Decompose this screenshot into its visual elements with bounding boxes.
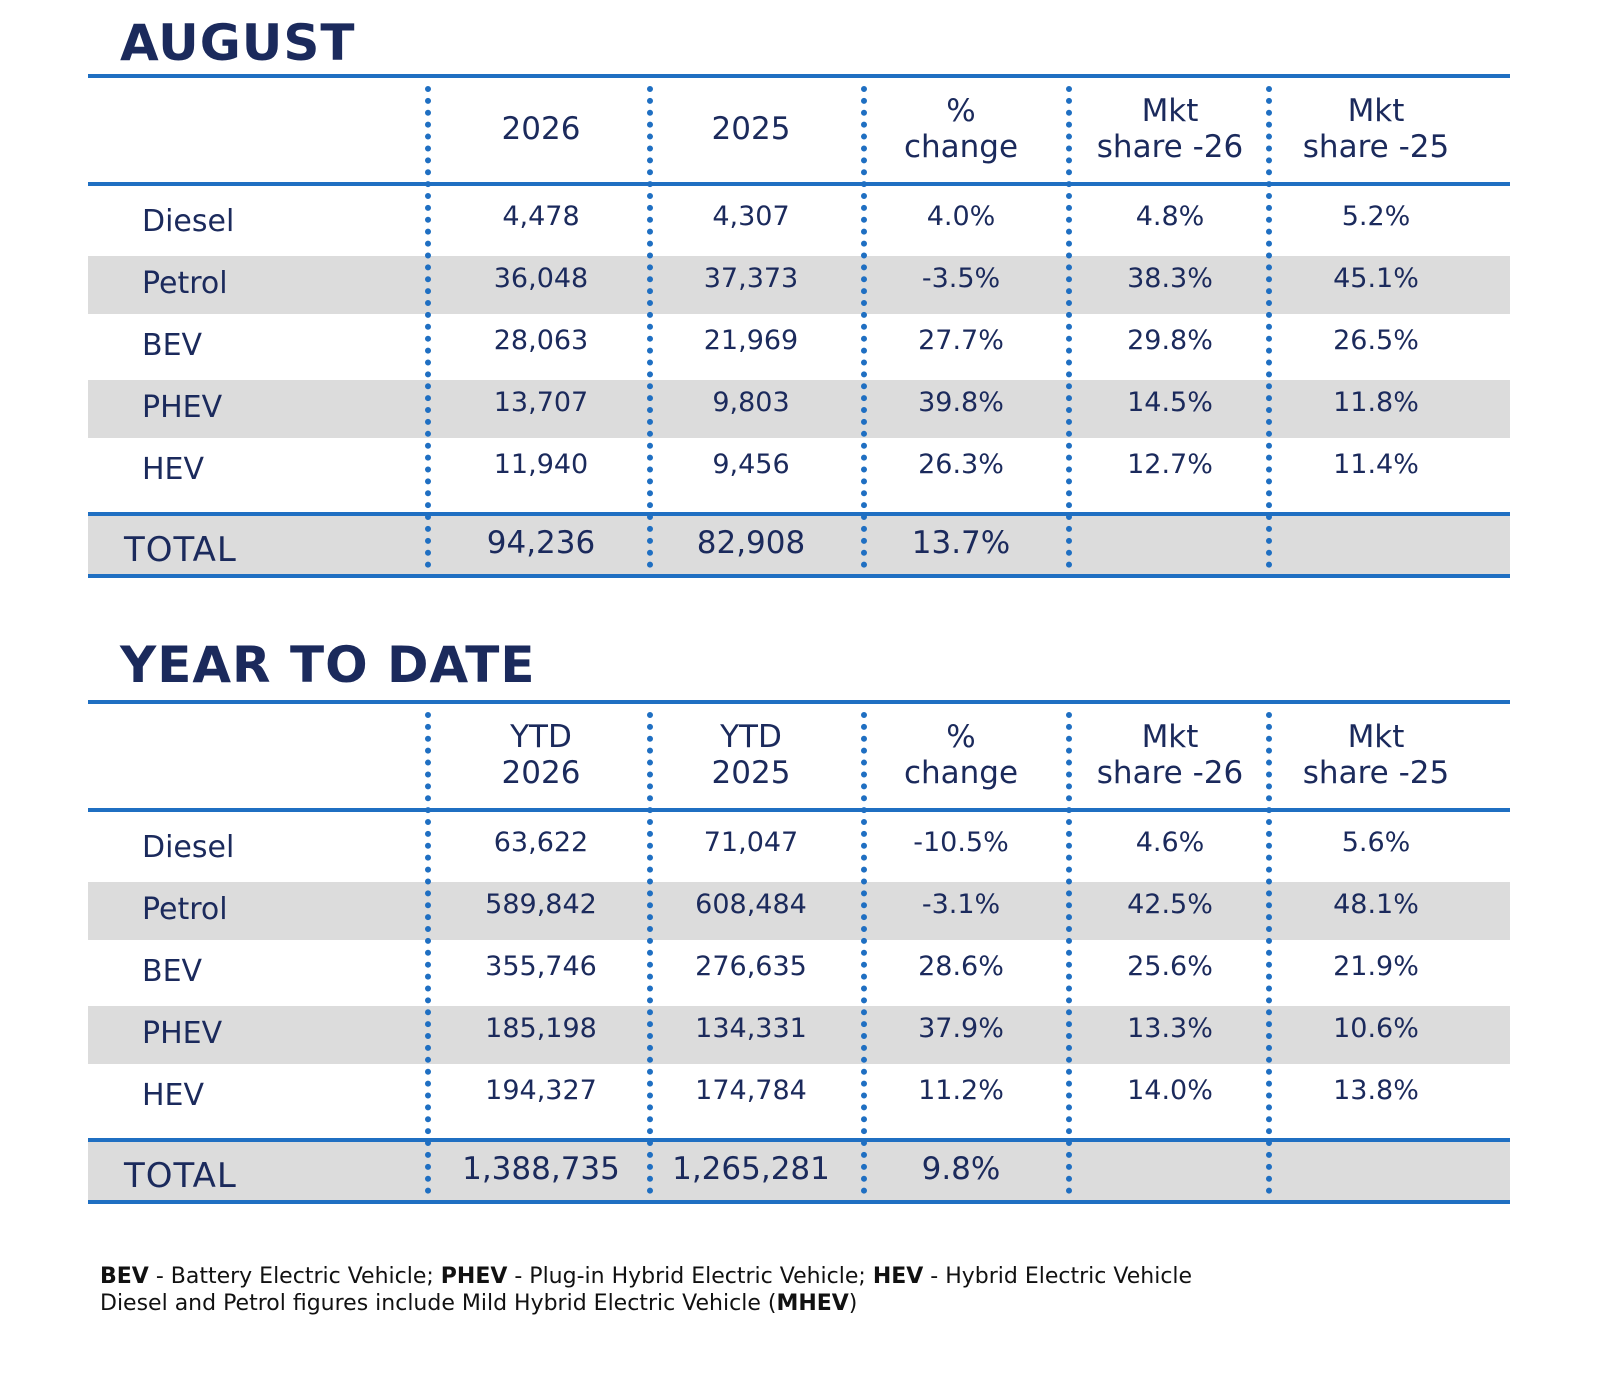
table-cell: -3.1% [921, 889, 1001, 920]
table-cell: 5.6% [1341, 827, 1411, 858]
bottom-rule [88, 1200, 1510, 1204]
table-cell: 5.2% [1341, 201, 1411, 232]
row-label: PHEV [142, 1016, 223, 1051]
table-cell: 10.6% [1333, 1013, 1419, 1044]
table-row [88, 944, 1510, 1002]
row-label: Diesel [142, 204, 235, 239]
footnote-text: - Plug-in Hybrid Electric Vehicle; [507, 1264, 873, 1289]
total-row [88, 516, 1510, 574]
table-cell: 63,622 [493, 827, 589, 858]
footnote-text: - Hybrid Electric Vehicle [923, 1264, 1193, 1289]
table-cell: 14.0% [1127, 1075, 1213, 1106]
column-header: % change [903, 93, 1019, 165]
table-cell: 608,484 [695, 889, 807, 920]
table-cell: 13.8% [1333, 1075, 1419, 1106]
row-label: Petrol [142, 892, 228, 927]
table-cell: 14.5% [1127, 387, 1213, 418]
top-rule [88, 74, 1510, 78]
abbreviation: MHEV [776, 1291, 849, 1316]
total-cell: 9.8% [921, 1151, 1001, 1187]
table-cell: 37.9% [918, 1013, 1004, 1044]
table-cell: 276,635 [695, 951, 807, 982]
abbreviation: BEV [100, 1264, 149, 1289]
table-row [88, 380, 1510, 438]
table-cell: 25.6% [1127, 951, 1213, 982]
column-header: Mkt share -25 [1302, 719, 1450, 791]
table-cell: 4.8% [1135, 201, 1205, 232]
column-header: 2026 [501, 111, 581, 147]
table-cell: 13.3% [1127, 1013, 1213, 1044]
table-cell: 13,707 [493, 387, 589, 418]
column-separator [861, 86, 867, 568]
table-cell: 38.3% [1127, 263, 1213, 294]
column-header: % change [903, 719, 1019, 791]
table-cell: 26.5% [1333, 325, 1419, 356]
row-label: BEV [142, 328, 203, 363]
table-row [88, 820, 1510, 878]
row-label: HEV [142, 452, 205, 487]
table-cell: 12.7% [1127, 449, 1213, 480]
table-cell: 194,327 [485, 1075, 597, 1106]
table-cell: 21.9% [1333, 951, 1419, 982]
footnote-text: ) [848, 1291, 858, 1316]
column-header: YTD 2025 [711, 719, 791, 791]
top-rule [88, 700, 1510, 704]
row-label: HEV [142, 1078, 205, 1113]
total-row [88, 1142, 1510, 1200]
footnote-text: - Battery Electric Vehicle; [148, 1264, 441, 1289]
table-cell: 4.0% [926, 201, 996, 232]
column-separator [647, 86, 653, 568]
table-cell: 185,198 [485, 1013, 597, 1044]
column-separator [1066, 712, 1072, 1194]
total-cell: 1,388,735 [462, 1151, 620, 1187]
august-title: AUGUST [120, 14, 356, 72]
table-cell: 42.5% [1127, 889, 1213, 920]
column-header: YTD 2026 [501, 719, 581, 791]
abbreviation: HEV [872, 1264, 924, 1289]
table-cell: 174,784 [695, 1075, 807, 1106]
table-cell: 9,456 [712, 449, 790, 480]
table-row [88, 882, 1510, 940]
column-header: Mkt share -26 [1096, 93, 1244, 165]
table-cell: 45.1% [1333, 263, 1419, 294]
table-cell: 4,307 [712, 201, 790, 232]
table-cell: -10.5% [913, 827, 1009, 858]
table-cell: 11,940 [493, 449, 589, 480]
table-row [88, 256, 1510, 314]
table-cell: 11.4% [1333, 449, 1419, 480]
total-label: TOTAL [124, 530, 237, 570]
table-row [88, 194, 1510, 252]
bottom-rule [88, 574, 1510, 578]
total-cell: 13.7% [911, 525, 1011, 561]
table-cell: 48.1% [1333, 889, 1419, 920]
table-cell: 134,331 [695, 1013, 807, 1044]
table-cell: 28.6% [918, 951, 1004, 982]
column-separator [425, 712, 431, 1194]
footnote [100, 1263, 1520, 1317]
table-cell: 39.8% [918, 387, 1004, 418]
table-row [88, 1068, 1510, 1126]
table-cell: 589,842 [485, 889, 597, 920]
row-label: PHEV [142, 390, 223, 425]
row-label: BEV [142, 954, 203, 989]
table-cell: 4.6% [1135, 827, 1205, 858]
header-rule [88, 808, 1510, 812]
ytd-title: YEAR TO DATE [120, 636, 536, 694]
table-cell: -3.5% [921, 263, 1001, 294]
total-cell: 82,908 [696, 525, 806, 561]
table-cell: 4,478 [502, 201, 580, 232]
table-cell: 27.7% [918, 325, 1004, 356]
table-cell: 29.8% [1127, 325, 1213, 356]
column-separator [1066, 86, 1072, 568]
table-cell: 71,047 [703, 827, 799, 858]
footnote-text: Diesel and Petrol figures include Mild Hybrid Electric Vehicle ( [100, 1291, 777, 1316]
row-label: Petrol [142, 266, 228, 301]
table-cell: 37,373 [703, 263, 799, 294]
column-separator [425, 86, 431, 568]
table-cell: 26.3% [918, 449, 1004, 480]
total-label: TOTAL [124, 1156, 237, 1196]
total-cell: 94,236 [486, 525, 596, 561]
header-rule [88, 182, 1510, 186]
column-separator [861, 712, 867, 1194]
column-separator [647, 712, 653, 1194]
table-cell: 21,969 [703, 325, 799, 356]
table-cell: 355,746 [485, 951, 597, 982]
table-cell: 36,048 [493, 263, 589, 294]
table-cell: 11.8% [1333, 387, 1419, 418]
table-row [88, 318, 1510, 376]
column-separator [1266, 712, 1272, 1194]
column-header: Mkt share -25 [1302, 93, 1450, 165]
abbreviation: PHEV [440, 1264, 508, 1289]
total-cell: 1,265,281 [672, 1151, 830, 1187]
row-label: Diesel [142, 830, 235, 865]
table-cell: 28,063 [493, 325, 589, 356]
column-separator [1266, 86, 1272, 568]
footnote-line-2 [100, 1290, 1520, 1317]
footnote-line-1 [100, 1263, 1520, 1290]
table-cell: 9,803 [712, 387, 790, 418]
column-header: 2025 [711, 111, 791, 147]
table-row [88, 1006, 1510, 1064]
column-header: Mkt share -26 [1096, 719, 1244, 791]
table-row [88, 442, 1510, 500]
table-cell: 11.2% [918, 1075, 1004, 1106]
